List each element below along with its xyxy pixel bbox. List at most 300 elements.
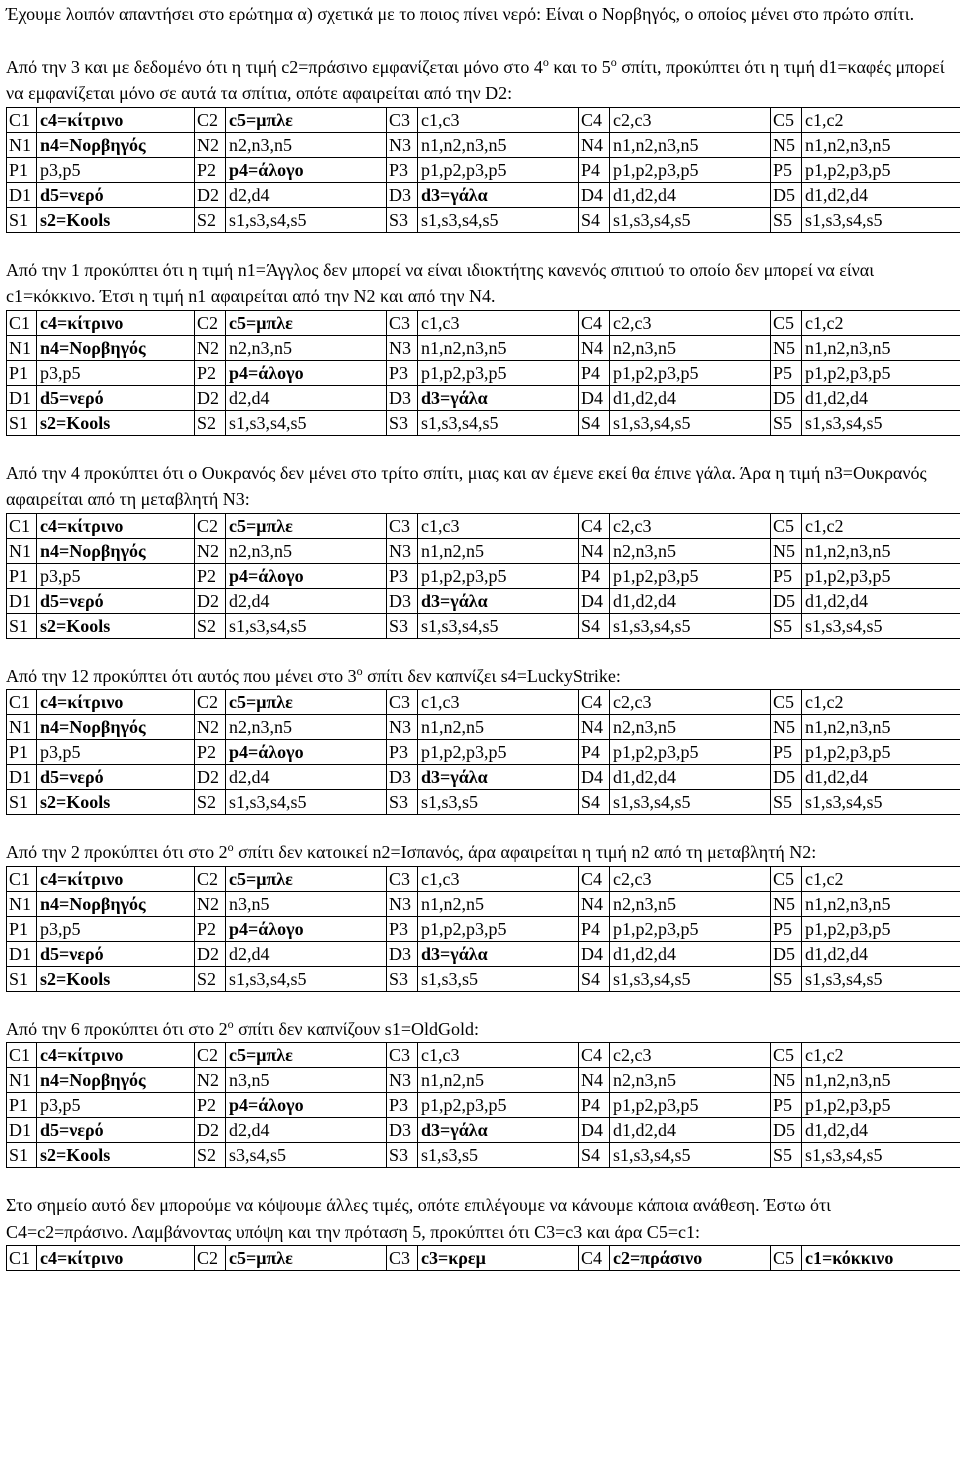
- variable-label-cell: N1: [7, 132, 37, 157]
- variable-domain-cell: p1,p2,p3,p5: [802, 157, 960, 182]
- variable-label-cell: P5: [771, 1093, 802, 1118]
- variable-label-cell: D2: [195, 588, 226, 613]
- variable-domain-cell: d1,d2,d4: [610, 1118, 771, 1143]
- variable-label-cell: D1: [7, 765, 37, 790]
- variable-label-cell: N3: [387, 1068, 418, 1093]
- variable-domain-cell: c5=μπλε: [226, 107, 387, 132]
- variable-label-cell: D5: [771, 182, 802, 207]
- variable-domain-cell: n1,n2,n5: [418, 1068, 579, 1093]
- variable-label-cell: C2: [195, 690, 226, 715]
- variable-label-cell: D3: [387, 588, 418, 613]
- variable-label-cell: S3: [387, 613, 418, 638]
- variable-label-cell: N2: [195, 132, 226, 157]
- variable-domain-cell: c2,c3: [610, 866, 771, 891]
- variable-domain-cell: d1,d2,d4: [802, 765, 960, 790]
- paragraph-6-before: Από την 2 προκύπτει ότι στο 2: [6, 842, 228, 862]
- variable-label-cell: P1: [7, 1093, 37, 1118]
- variable-label-cell: N5: [771, 1068, 802, 1093]
- variable-domain-cell: p3,p5: [37, 740, 195, 765]
- variable-label-cell: D1: [7, 385, 37, 410]
- variable-domain-cell: d1,d2,d4: [802, 941, 960, 966]
- variable-label-cell: N1: [7, 538, 37, 563]
- variable-label-cell: N1: [7, 335, 37, 360]
- variable-domain-cell: p1,p2,p3,p5: [610, 916, 771, 941]
- paragraph-6-after: σπίτι δεν κατοικεί n2=Ισπανός, άρα αφαιρείται η τιμή n2 από τη μεταβλητή N2:: [233, 842, 817, 862]
- variable-domain-cell: d2,d4: [226, 182, 387, 207]
- variable-label-cell: N4: [579, 132, 610, 157]
- table-row: [7, 107, 960, 132]
- paragraph-5-before: Από την 12 προκύπτει ότι αυτός που μένει στο 3: [6, 665, 357, 686]
- variable-label-cell: S4: [579, 966, 610, 991]
- table-row: [7, 385, 960, 410]
- superscript: ο: [227, 840, 234, 854]
- variable-label-cell: D2: [195, 765, 226, 790]
- variable-domain-cell: n1,n2,n5: [418, 891, 579, 916]
- variable-domain-cell: s1,s3,s4,s5: [418, 410, 579, 435]
- variable-label-cell: P1: [7, 157, 37, 182]
- variable-domain-cell: n4=Νορβηγός: [37, 891, 195, 916]
- variable-label-cell: C2: [195, 107, 226, 132]
- variable-label-cell: S3: [387, 410, 418, 435]
- variable-domain-cell: n3,n5: [226, 891, 387, 916]
- variable-label-cell: S4: [579, 790, 610, 815]
- table-row: [7, 1093, 960, 1118]
- variable-label-cell: P4: [579, 916, 610, 941]
- variable-label-cell: N1: [7, 891, 37, 916]
- table-row: [7, 207, 960, 232]
- variable-label-cell: N3: [387, 715, 418, 740]
- table-row: [7, 690, 960, 715]
- variable-label-cell: C5: [771, 1043, 802, 1068]
- variable-label-cell: N4: [579, 891, 610, 916]
- variable-label-cell: C3: [387, 107, 418, 132]
- variable-domain-cell: n2,n3,n5: [226, 335, 387, 360]
- variable-label-cell: N3: [387, 891, 418, 916]
- variable-domain-cell: c5=μπλε: [226, 513, 387, 538]
- variable-domain-cell: s2=Kools: [37, 207, 195, 232]
- variable-label-cell: N5: [771, 538, 802, 563]
- variable-label-cell: D1: [7, 182, 37, 207]
- variable-domain-cell: s1,s3,s4,s5: [610, 410, 771, 435]
- table-row: [7, 1246, 960, 1271]
- variable-label-cell: S5: [771, 790, 802, 815]
- variable-domain-cell: c1,c3: [418, 1043, 579, 1068]
- variable-domain-cell: p3,p5: [37, 563, 195, 588]
- variable-domain-cell: p4=άλογο: [226, 360, 387, 385]
- table-row: [7, 410, 960, 435]
- variable-domain-cell: p3,p5: [37, 1093, 195, 1118]
- variable-domain-cell: c1,c3: [418, 513, 579, 538]
- variable-domain-cell: c1,c2: [802, 513, 960, 538]
- variable-label-cell: P4: [579, 563, 610, 588]
- paragraph-2-middle: και το 5: [548, 56, 611, 77]
- variable-domain-cell: s1,s3,s4,s5: [226, 790, 387, 815]
- variable-label-cell: D1: [7, 1118, 37, 1143]
- variable-domain-cell: d1,d2,d4: [802, 182, 960, 207]
- variable-domain-cell: c2,c3: [610, 1043, 771, 1068]
- variable-domain-cell: s1,s3,s4,s5: [226, 966, 387, 991]
- table-row: [7, 891, 960, 916]
- variable-domain-cell: n1,n2,n3,n5: [802, 715, 960, 740]
- variable-label-cell: P5: [771, 157, 802, 182]
- variable-label-cell: S1: [7, 1143, 37, 1168]
- variable-domain-cell: s1,s3,s4,s5: [802, 613, 960, 638]
- variable-domain-cell: n2,n3,n5: [610, 538, 771, 563]
- variable-label-cell: D4: [579, 765, 610, 790]
- paragraph-intro: Έχουμε λοιπόν απαντήσει στο ερώτημα α) σχετικά με το ποιος πίνει νερό: Είναι ο Νορβηγός, ο οποίος μένει στο πρώτο σπίτι.: [6, 4, 915, 24]
- variable-label-cell: N4: [579, 538, 610, 563]
- variable-label-cell: C3: [387, 1246, 418, 1271]
- variable-label-cell: P5: [771, 360, 802, 385]
- variable-label-cell: D3: [387, 1118, 418, 1143]
- variable-domain-cell: d2,d4: [226, 385, 387, 410]
- variable-domain-cell: d1,d2,d4: [802, 1118, 960, 1143]
- variable-label-cell: C2: [195, 513, 226, 538]
- table-row: [7, 740, 960, 765]
- variable-domain-cell: c1,c3: [418, 690, 579, 715]
- table-row: [7, 538, 960, 563]
- variable-label-cell: N4: [579, 1068, 610, 1093]
- variable-label-cell: D5: [771, 941, 802, 966]
- variable-label-cell: D2: [195, 182, 226, 207]
- variable-domain-cell: p4=άλογο: [226, 916, 387, 941]
- variable-domain-cell: d3=γάλα: [418, 1118, 579, 1143]
- variable-domain-cell: d1,d2,d4: [610, 941, 771, 966]
- variable-domain-cell: n1,n2,n3,n5: [802, 891, 960, 916]
- variable-label-cell: D4: [579, 385, 610, 410]
- variable-domain-cell: c4=κίτρινο: [37, 690, 195, 715]
- variable-domain-cell: c4=κίτρινο: [37, 513, 195, 538]
- variable-domain-cell: c3=κρεμ: [418, 1246, 579, 1271]
- table-row: [7, 310, 960, 335]
- variable-label-cell: C1: [7, 107, 37, 132]
- variable-label-cell: P1: [7, 360, 37, 385]
- variable-domain-cell: n2,n3,n5: [226, 715, 387, 740]
- variable-domain-cell: p1,p2,p3,p5: [802, 1093, 960, 1118]
- table-row: [7, 157, 960, 182]
- table-row: [7, 132, 960, 157]
- paragraph-3: Από την 1 προκύπτει ότι η τιμή n1=Άγγλος δεν μπορεί να είναι ιδιοκτήτης κανενός σπιτιού το οποίο δεν μπορεί να είναι c1=κόκκινο. Έτσι η τιμή n1 αφαιρείται από την N2 και από την N4.: [6, 259, 875, 306]
- variable-domain-cell: d3=γάλα: [418, 588, 579, 613]
- variable-label-cell: C3: [387, 1043, 418, 1068]
- variable-domain-cell: c1=κόκκινο: [802, 1246, 960, 1271]
- variable-domain-cell: s1,s3,s4,s5: [802, 207, 960, 232]
- variable-label-cell: S2: [195, 613, 226, 638]
- table-row: [7, 1068, 960, 1093]
- variable-domain-cell: c5=μπλε: [226, 310, 387, 335]
- paragraph-7-after: σπίτι δεν καπνίζουν s1=OldGold:: [233, 1018, 479, 1039]
- table-row: [7, 790, 960, 815]
- variable-domain-cell: d5=νερό: [37, 765, 195, 790]
- domain-table-3: [6, 513, 960, 639]
- variable-label-cell: N5: [771, 715, 802, 740]
- variable-domain-cell: s2=Kools: [37, 410, 195, 435]
- variable-domain-cell: p4=άλογο: [226, 563, 387, 588]
- variable-domain-cell: n1,n2,n3,n5: [802, 1068, 960, 1093]
- variable-label-cell: C5: [771, 310, 802, 335]
- variable-label-cell: C4: [579, 866, 610, 891]
- variable-domain-cell: p1,p2,p3,p5: [610, 360, 771, 385]
- variable-label-cell: S1: [7, 613, 37, 638]
- variable-label-cell: D2: [195, 941, 226, 966]
- table-row: [7, 563, 960, 588]
- variable-label-cell: P3: [387, 916, 418, 941]
- variable-domain-cell: c2,c3: [610, 310, 771, 335]
- paragraph-4: Από την 4 προκύπτει ότι ο Ουκρανός δεν μένει στο τρίτο σπίτι, μιας και αν έμενε εκεί θα έπινε γάλα. Άρα η τιμή n3=Ουκρανός αφαιρείται από τη μεταβλητή N3:: [6, 462, 927, 509]
- variable-domain-cell: d3=γάλα: [418, 765, 579, 790]
- variable-label-cell: S2: [195, 966, 226, 991]
- paragraph-7-before: Από την 6 προκύπτει ότι στο 2: [6, 1018, 228, 1039]
- variable-domain-cell: p1,p2,p3,p5: [418, 157, 579, 182]
- variable-domain-cell: d2,d4: [226, 941, 387, 966]
- variable-domain-cell: d5=νερό: [37, 385, 195, 410]
- superscript: ο: [610, 54, 617, 69]
- variable-domain-cell: p3,p5: [37, 360, 195, 385]
- variable-domain-cell: s1,s3,s4,s5: [226, 410, 387, 435]
- variable-domain-cell: c5=μπλε: [226, 866, 387, 891]
- variable-domain-cell: n1,n2,n5: [418, 715, 579, 740]
- variable-domain-cell: d1,d2,d4: [610, 588, 771, 613]
- variable-label-cell: N3: [387, 538, 418, 563]
- variable-label-cell: P2: [195, 563, 226, 588]
- variable-domain-cell: d3=γάλα: [418, 385, 579, 410]
- domain-table-7: [6, 1245, 960, 1271]
- variable-label-cell: S4: [579, 207, 610, 232]
- variable-domain-cell: n2,n3,n5: [610, 335, 771, 360]
- variable-domain-cell: d1,d2,d4: [802, 588, 960, 613]
- variable-domain-cell: n4=Νορβηγός: [37, 715, 195, 740]
- variable-domain-cell: c1,c3: [418, 866, 579, 891]
- variable-label-cell: C5: [771, 107, 802, 132]
- variable-label-cell: N5: [771, 132, 802, 157]
- variable-domain-cell: s1,s3,s5: [418, 966, 579, 991]
- domain-table-6: [6, 1042, 960, 1168]
- variable-label-cell: S1: [7, 207, 37, 232]
- variable-domain-cell: p4=άλογο: [226, 740, 387, 765]
- variable-domain-cell: c5=μπλε: [226, 690, 387, 715]
- variable-domain-cell: c5=μπλε: [226, 1246, 387, 1271]
- variable-label-cell: N2: [195, 335, 226, 360]
- variable-label-cell: C1: [7, 1246, 37, 1271]
- variable-label-cell: N2: [195, 715, 226, 740]
- variable-label-cell: N1: [7, 715, 37, 740]
- paragraph-2-before: Από την 3 και με δεδομένο ότι η τιμή c2=πράσινο εμφανίζεται μόνο στο 4: [6, 56, 543, 77]
- variable-label-cell: D1: [7, 588, 37, 613]
- table-row: [7, 613, 960, 638]
- variable-domain-cell: s1,s3,s4,s5: [610, 966, 771, 991]
- variable-domain-cell: n4=Νορβηγός: [37, 1068, 195, 1093]
- variable-label-cell: D5: [771, 1118, 802, 1143]
- variable-label-cell: P3: [387, 563, 418, 588]
- variable-label-cell: P2: [195, 360, 226, 385]
- variable-label-cell: C4: [579, 1043, 610, 1068]
- variable-domain-cell: d5=νερό: [37, 941, 195, 966]
- variable-domain-cell: p1,p2,p3,p5: [802, 360, 960, 385]
- variable-label-cell: S1: [7, 966, 37, 991]
- variable-domain-cell: d1,d2,d4: [610, 385, 771, 410]
- variable-domain-cell: s1,s3,s4,s5: [226, 207, 387, 232]
- domain-table-5: [6, 866, 960, 992]
- variable-label-cell: D4: [579, 588, 610, 613]
- variable-domain-cell: n2,n3,n5: [610, 891, 771, 916]
- variable-label-cell: D5: [771, 588, 802, 613]
- table-row: [7, 765, 960, 790]
- variable-label-cell: S5: [771, 410, 802, 435]
- paragraph-5-after: σπίτι δεν καπνίζει s4=LuckyStrike:: [362, 665, 621, 686]
- variable-domain-cell: p4=άλογο: [226, 1093, 387, 1118]
- variable-label-cell: S4: [579, 613, 610, 638]
- variable-label-cell: S1: [7, 790, 37, 815]
- domain-table-2: [6, 310, 960, 436]
- variable-label-cell: S5: [771, 1143, 802, 1168]
- variable-domain-cell: p1,p2,p3,p5: [418, 360, 579, 385]
- variable-label-cell: P3: [387, 1093, 418, 1118]
- variable-domain-cell: p1,p2,p3,p5: [610, 157, 771, 182]
- variable-label-cell: S2: [195, 1143, 226, 1168]
- variable-domain-cell: d3=γάλα: [418, 941, 579, 966]
- variable-label-cell: D2: [195, 1118, 226, 1143]
- variable-domain-cell: p1,p2,p3,p5: [610, 1093, 771, 1118]
- variable-label-cell: S2: [195, 410, 226, 435]
- variable-label-cell: D4: [579, 182, 610, 207]
- variable-label-cell: P1: [7, 916, 37, 941]
- variable-label-cell: S5: [771, 207, 802, 232]
- variable-label-cell: D3: [387, 765, 418, 790]
- variable-label-cell: D1: [7, 941, 37, 966]
- variable-domain-cell: c1,c3: [418, 107, 579, 132]
- variable-domain-cell: p1,p2,p3,p5: [610, 740, 771, 765]
- variable-label-cell: C1: [7, 1043, 37, 1068]
- variable-domain-cell: c4=κίτρινο: [37, 1043, 195, 1068]
- variable-label-cell: S3: [387, 966, 418, 991]
- variable-label-cell: C4: [579, 1246, 610, 1271]
- variable-label-cell: P2: [195, 1093, 226, 1118]
- variable-domain-cell: n1,n2,n3,n5: [802, 335, 960, 360]
- variable-label-cell: N5: [771, 335, 802, 360]
- domain-table-4: [6, 689, 960, 815]
- variable-domain-cell: s1,s3,s4,s5: [610, 207, 771, 232]
- variable-label-cell: P2: [195, 916, 226, 941]
- variable-domain-cell: n2,n3,n5: [610, 1068, 771, 1093]
- variable-label-cell: P4: [579, 360, 610, 385]
- variable-label-cell: C3: [387, 513, 418, 538]
- paragraph-2: [6, 54, 956, 107]
- variable-label-cell: P4: [579, 157, 610, 182]
- variable-domain-cell: s1,s3,s5: [418, 790, 579, 815]
- variable-domain-cell: n2,n3,n5: [226, 538, 387, 563]
- variable-domain-cell: s2=Kools: [37, 966, 195, 991]
- variable-domain-cell: p1,p2,p3,p5: [418, 740, 579, 765]
- variable-label-cell: S4: [579, 1143, 610, 1168]
- variable-domain-cell: s1,s3,s5: [418, 1143, 579, 1168]
- variable-label-cell: P1: [7, 740, 37, 765]
- variable-label-cell: C1: [7, 690, 37, 715]
- document-page: [6, 0, 956, 1271]
- variable-label-cell: N1: [7, 1068, 37, 1093]
- variable-domain-cell: d1,d2,d4: [610, 765, 771, 790]
- variable-domain-cell: c4=κίτρινο: [37, 1246, 195, 1271]
- variable-label-cell: P2: [195, 157, 226, 182]
- variable-domain-cell: d5=νερό: [37, 588, 195, 613]
- variable-domain-cell: c4=κίτρινο: [37, 310, 195, 335]
- variable-label-cell: P4: [579, 740, 610, 765]
- variable-label-cell: P3: [387, 740, 418, 765]
- variable-label-cell: S2: [195, 790, 226, 815]
- domain-table-1: [6, 107, 960, 233]
- variable-domain-cell: c1,c2: [802, 107, 960, 132]
- variable-label-cell: N4: [579, 715, 610, 740]
- variable-domain-cell: d1,d2,d4: [802, 385, 960, 410]
- variable-domain-cell: s1,s3,s4,s5: [610, 613, 771, 638]
- paragraph-2-after: σπίτι, προκύπτει ότι η τιμή d1=καφές μπορεί να εμφανίζεται μόνο σε αυτά τα σπίτια, οπότε αφαιρείται από την D2:: [6, 56, 945, 103]
- variable-label-cell: C3: [387, 310, 418, 335]
- variable-label-cell: D3: [387, 941, 418, 966]
- variable-label-cell: C5: [771, 866, 802, 891]
- variable-label-cell: N3: [387, 132, 418, 157]
- variable-domain-cell: d1,d2,d4: [610, 182, 771, 207]
- variable-label-cell: N3: [387, 335, 418, 360]
- variable-label-cell: P2: [195, 740, 226, 765]
- variable-domain-cell: p1,p2,p3,p5: [418, 1093, 579, 1118]
- variable-label-cell: S3: [387, 207, 418, 232]
- variable-domain-cell: d5=νερό: [37, 182, 195, 207]
- variable-label-cell: D3: [387, 182, 418, 207]
- table-row: [7, 1118, 960, 1143]
- variable-label-cell: D4: [579, 941, 610, 966]
- variable-label-cell: C1: [7, 866, 37, 891]
- table-row: [7, 513, 960, 538]
- variable-domain-cell: s1,s3,s4,s5: [802, 790, 960, 815]
- variable-label-cell: S3: [387, 1143, 418, 1168]
- variable-domain-cell: n1,n2,n3,n5: [418, 132, 579, 157]
- variable-label-cell: C2: [195, 310, 226, 335]
- table-row: [7, 1043, 960, 1068]
- table-row: [7, 941, 960, 966]
- variable-label-cell: C4: [579, 690, 610, 715]
- variable-domain-cell: d3=γάλα: [418, 182, 579, 207]
- variable-domain-cell: c4=κίτρινο: [37, 866, 195, 891]
- variable-domain-cell: n2,n3,n5: [610, 715, 771, 740]
- variable-label-cell: S2: [195, 207, 226, 232]
- variable-domain-cell: s1,s3,s4,s5: [610, 1143, 771, 1168]
- variable-domain-cell: n2,n3,n5: [226, 132, 387, 157]
- variable-domain-cell: p1,p2,p3,p5: [418, 563, 579, 588]
- variable-domain-cell: s1,s3,s4,s5: [802, 1143, 960, 1168]
- variable-domain-cell: p1,p2,p3,p5: [610, 563, 771, 588]
- table-row: [7, 588, 960, 613]
- variable-domain-cell: s1,s3,s4,s5: [610, 790, 771, 815]
- variable-label-cell: N2: [195, 891, 226, 916]
- variable-label-cell: C5: [771, 513, 802, 538]
- table-row: [7, 1143, 960, 1168]
- variable-domain-cell: d2,d4: [226, 588, 387, 613]
- variable-domain-cell: s3,s4,s5: [226, 1143, 387, 1168]
- variable-domain-cell: p4=άλογο: [226, 157, 387, 182]
- variable-domain-cell: p1,p2,p3,p5: [418, 916, 579, 941]
- variable-domain-cell: s1,s3,s4,s5: [418, 613, 579, 638]
- variable-label-cell: C2: [195, 866, 226, 891]
- variable-label-cell: N2: [195, 1068, 226, 1093]
- variable-domain-cell: s2=Kools: [37, 1143, 195, 1168]
- variable-domain-cell: p1,p2,p3,p5: [802, 916, 960, 941]
- variable-label-cell: C2: [195, 1043, 226, 1068]
- variable-domain-cell: n1,n2,n5: [418, 538, 579, 563]
- variable-domain-cell: n4=Νορβηγός: [37, 132, 195, 157]
- paragraph-6: [6, 839, 956, 866]
- variable-label-cell: P5: [771, 740, 802, 765]
- variable-label-cell: C5: [771, 1246, 802, 1271]
- variable-domain-cell: p1,p2,p3,p5: [802, 740, 960, 765]
